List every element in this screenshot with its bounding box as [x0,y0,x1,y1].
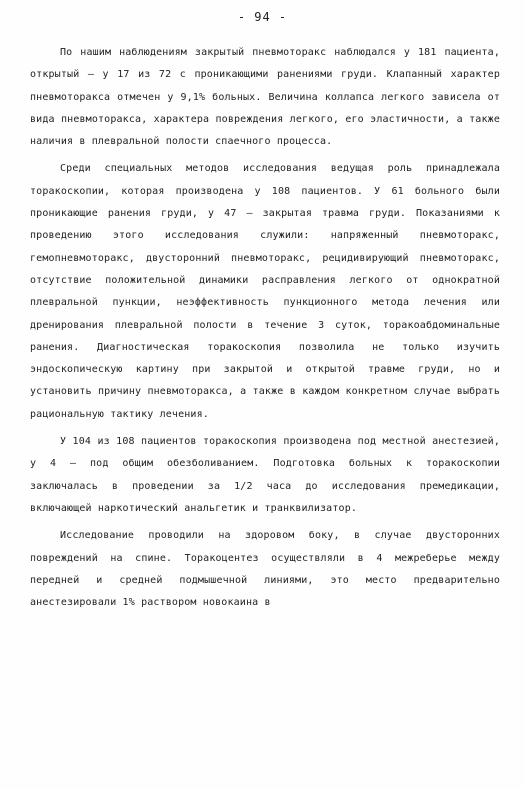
page-number: - 94 - [237,10,288,24]
paragraph-procedure: Исследование проводили на здоровом боку, в случае двусторонних повреждений на спине. Торакоцентез осуществляли в 4 межреберье между передней и средней подмышечной линиями, это место предварительно анестезировали 1% раствором новокаина в [30,530,500,609]
paragraph-thoracoscopy: Среди специальных методов исследования ведущая роль принадлежала торакоскопии, которая производена у 108 пациентов. У 61 больного были проникающие ранения груди, у 47 – закрытая травма груди. Показаниями к проведению этого исследования служили: напряженный пневмоторакс, гемопневмоторакс, двусторонний пневмоторакс, рецидивирующий пневмоторакс, отсутствие положительной динамики расправления легкого от однократной плевральной пункции, неэффективность пункционного метода лечения или дренирования плевральной полости в течение 3 суток, торакоабдоминальные ранения. Диагностическая торакоскопия позволила не только изучить эндоскопическую картину при закрытой и открытой травме груди, но и установить причину пневмоторакса, а также в каждом конкретном случае выбрать рациональную тактику лечения. [30,163,500,420]
paragraph-anesthesia: У 104 из 108 пациентов торакоскопия производена под местной анестезией, у 4 – под общим обезболиванием. Подготовка больных к торакоскопии заключалась в проведении за 1/2 часа до исследования премедикации, включающей наркотический анальгетик и транквилизатор. [30,436,500,514]
paragraph-pneumothorax-observations: По нашим наблюдениям закрытый пневмоторакс наблюдался у 181 пациента, открытый – у 17 из 72 с проникающими ранениями груди. Клапанный характер пневмоторакса отмечен у 9,1% больных. Величина коллапса легкого зависела от вида пневмоторакса, характера повреждения легкого, его эластичности, а также наличия в плевральной полости спаечного процесса. [30,47,500,148]
body-text [30,42,500,619]
